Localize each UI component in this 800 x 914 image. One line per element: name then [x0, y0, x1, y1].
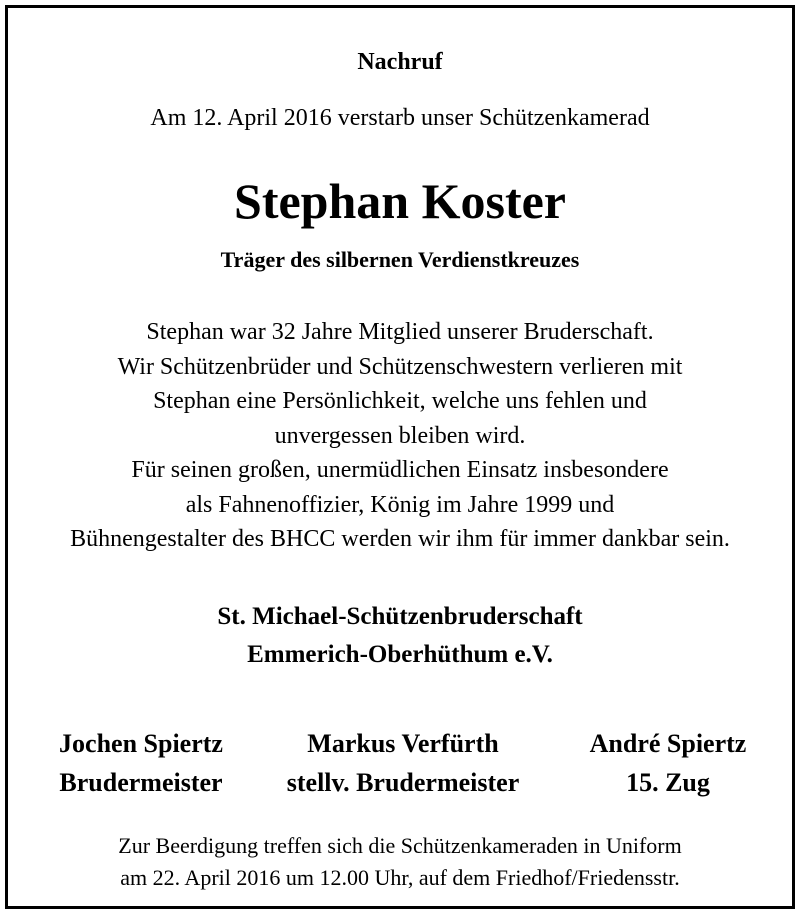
- organization-location: Emmerich-Oberhüthum e.V.: [247, 641, 553, 668]
- signatory-block: [563, 724, 773, 802]
- tribute-text: [8, 315, 792, 557]
- funeral-info: [8, 830, 792, 894]
- tribute-line: Für seinen großen, unermüdlichen Einsatz insbesondere: [131, 457, 669, 483]
- signatory-name: André Spiertz: [589, 729, 747, 758]
- organization-block: [8, 598, 792, 674]
- tribute-line: Bühnengestalter des BHCC werden wir ihm für immer dankbar sein.: [70, 526, 730, 552]
- notice-title: Nachruf: [357, 49, 443, 75]
- tribute-line: als Fahnenoffizier, König im Jahre 1999 und: [185, 491, 615, 518]
- deceased-name: Stephan Koster: [234, 173, 566, 229]
- signatory-role: 15. Zug: [626, 768, 710, 797]
- signatory-role: Brudermeister: [59, 768, 223, 797]
- funeral-line: Zur Beerdigung treffen sich die Schützenkameraden in Uniform: [118, 833, 682, 858]
- organization-name: St. Michael-Schützenbruderschaft: [217, 603, 583, 630]
- tribute-line: unvergessen bleiben wird.: [274, 422, 526, 449]
- funeral-line: am 22. April 2016 um 12.00 Uhr, auf dem Friedhof/Friedensstr.: [120, 865, 680, 890]
- signatory-block: [36, 724, 246, 802]
- intro-line: Am 12. April 2016 verstarb unser Schützenkamerad: [150, 105, 650, 131]
- tribute-line: Stephan war 32 Jahre Mitglied unserer Bruderschaft.: [146, 319, 654, 345]
- tribute-line: Stephan eine Persönlichkeit, welche uns fehlen und: [153, 388, 647, 414]
- obituary-notice: [5, 5, 795, 909]
- signatory-role: stellv. Brudermeister: [286, 768, 520, 797]
- signatory-block: [263, 724, 543, 802]
- signatory-name: Jochen Spiertz: [59, 729, 223, 758]
- signatory-name: Markus Verfürth: [307, 729, 499, 758]
- tribute-line: Wir Schützenbrüder und Schützenschwestern verlieren mit: [117, 353, 683, 380]
- honor-line: Träger des silbernen Verdienstkreuzes: [220, 247, 580, 272]
